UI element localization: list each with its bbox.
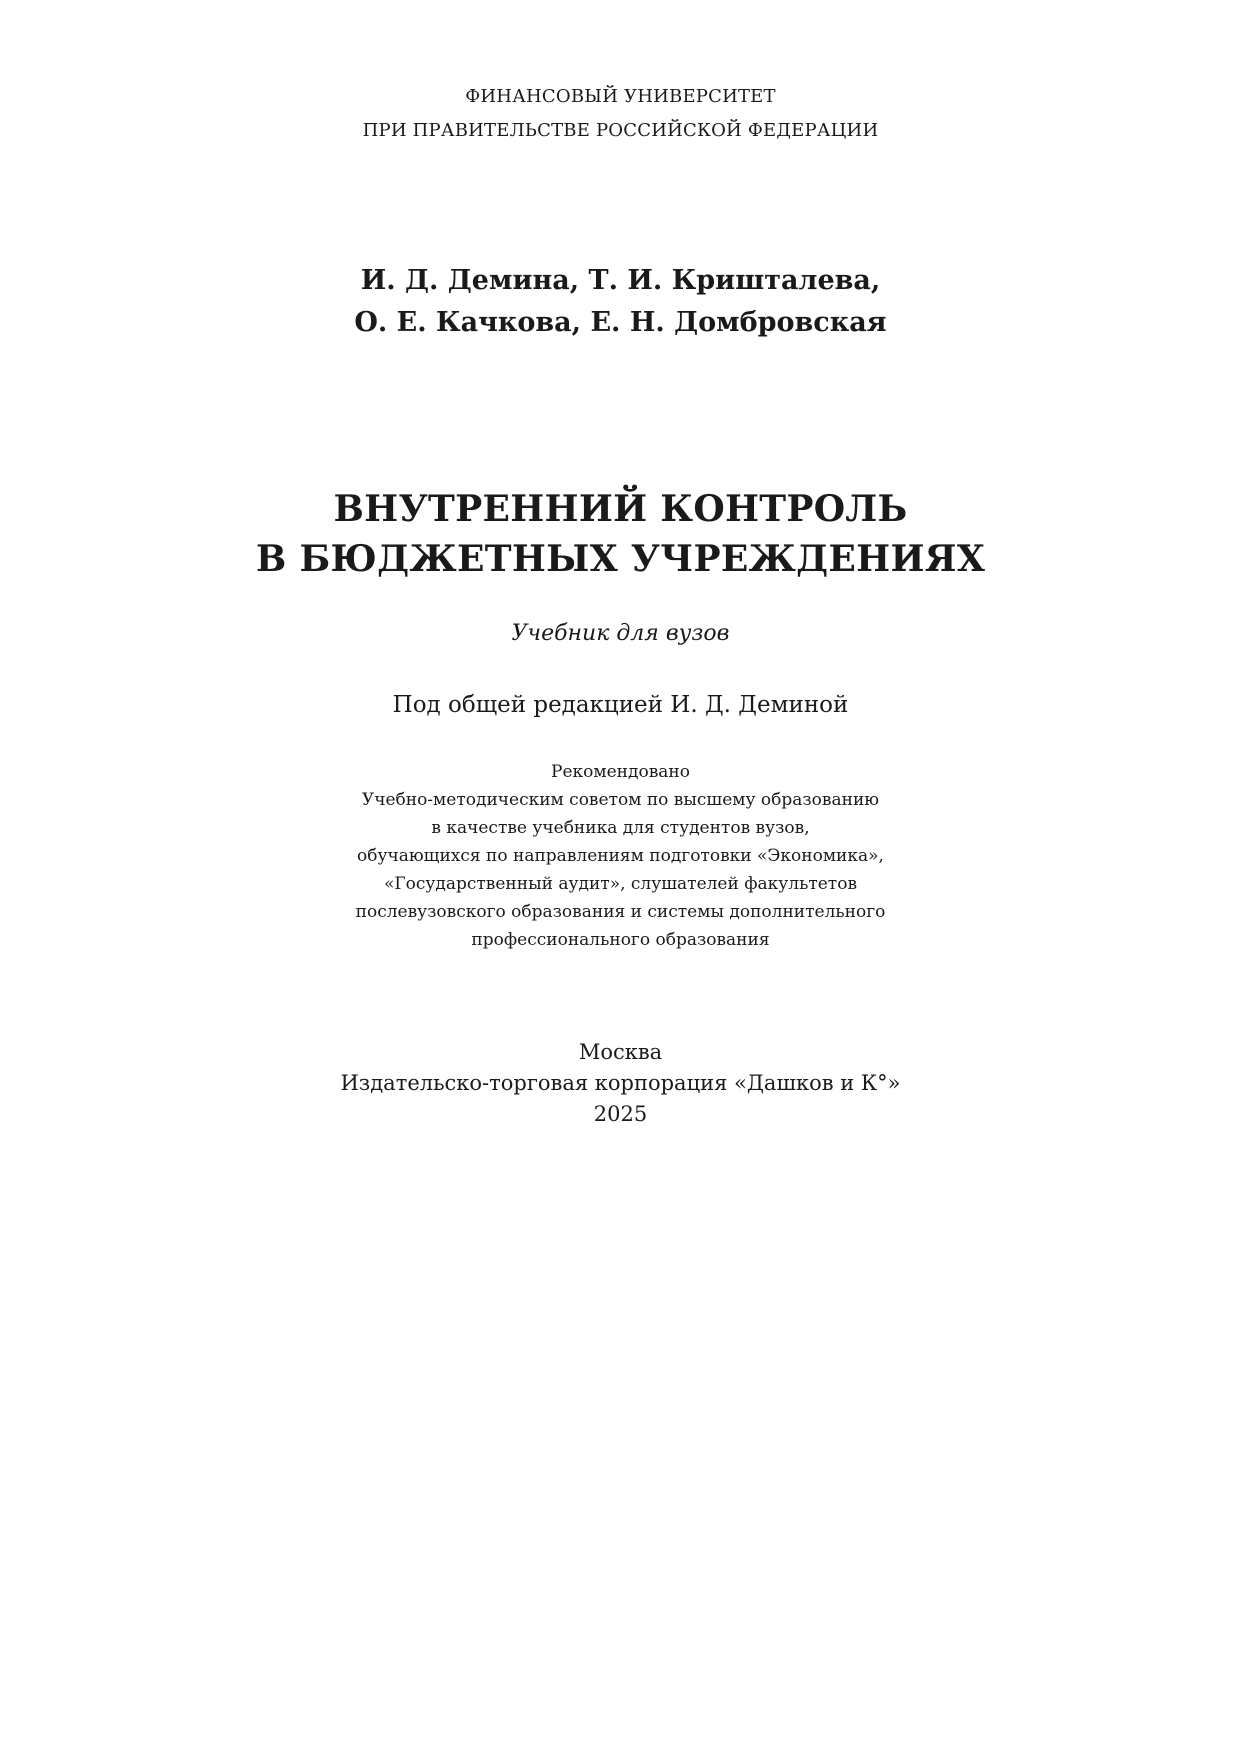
institution-header [0,80,1241,148]
authors-line-2: О. Е. Качкова, Е. Н. Домбровская [354,307,887,338]
recommendation-line: в качестве учебника для студентов вузов, [431,818,810,838]
authors-line-1: И. Д. Демина, Т. И. Кришталева, [360,265,881,296]
recommendation-line: послевузовского образования и системы дополнительного [355,902,886,922]
recommendation-line: обучающихся по направлениям подготовки «Экономика», [357,846,884,866]
recommendation-line: Рекомендовано [551,762,690,782]
imprint-city: Москва [578,1040,663,1064]
book-title [0,484,1241,584]
imprint [0,1037,1241,1130]
recommendation-line: профессионального образования [471,930,770,950]
imprint-publisher: Издательско-торговая корпорация «Дашков и К°» [340,1071,901,1095]
institution-line-1: ФИНАНСОВЫЙ УНИВЕРСИТЕТ [465,86,776,107]
institution-line-2: ПРИ ПРАВИТЕЛЬСТВЕ РОССИЙСКОЙ ФЕДЕРАЦИИ [362,120,879,141]
imprint-year: 2025 [593,1102,648,1126]
book-title-line-2: В БЮДЖЕТНЫХ УЧРЕЖДЕНИЯХ [255,538,986,580]
book-subtitle: Учебник для вузов [511,621,730,646]
authors [0,260,1241,344]
editor-credit: Под общей редакцией И. Д. Деминой [392,692,849,718]
recommendation-note [0,758,1241,954]
recommendation-line: «Государственный аудит», слушателей факультетов [383,874,858,894]
book-title-line-1: ВНУТРЕННИЙ КОНТРОЛЬ [333,488,908,530]
recommendation-line: Учебно-методическим советом по высшему образованию [361,790,880,810]
